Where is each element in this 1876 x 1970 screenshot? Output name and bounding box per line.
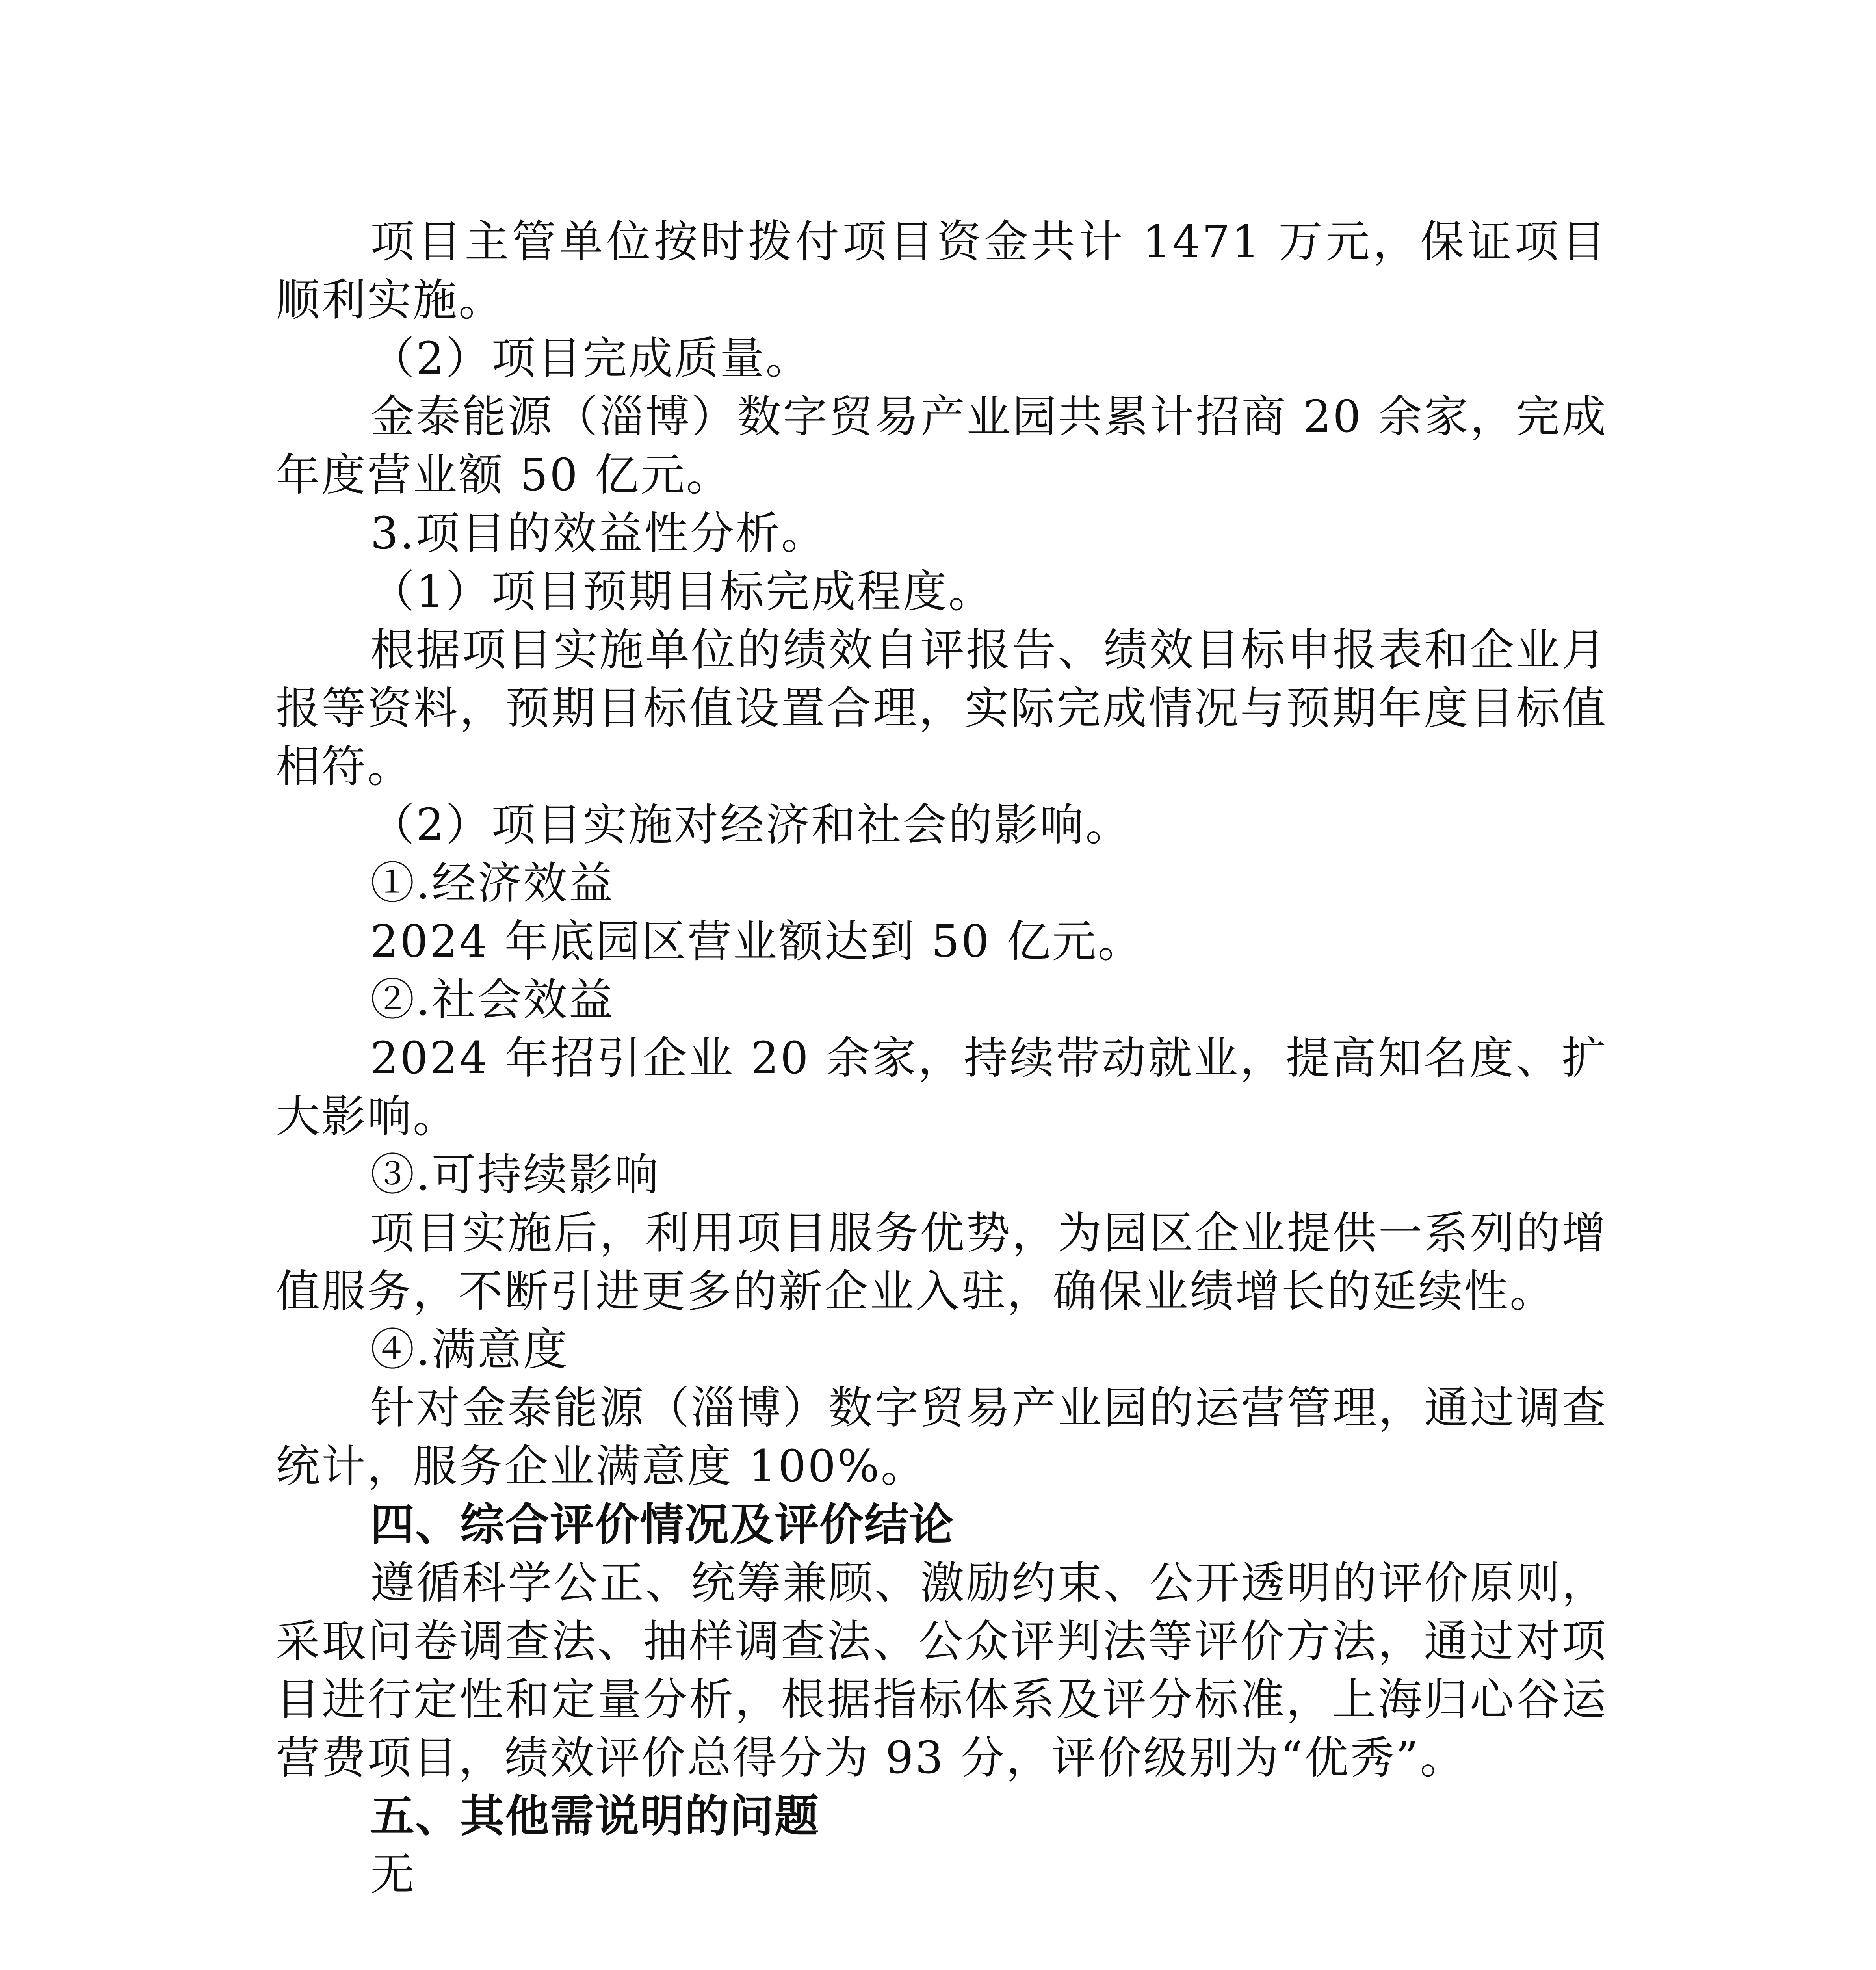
document-body bbox=[276, 213, 1607, 1904]
paragraph-target-body: 根据项目实施单位的绩效自评报告、绩效目标申报表和企业月报等资料，预期目标值设置合理，实际完成情况与预期年度目标值相符。 bbox=[276, 624, 1607, 792]
paragraph-impact-heading: （2）项目实施对经济和社会的影响。 bbox=[370, 799, 1131, 851]
paragraph-social-body: 2024 年招引企业 20 余家，持续带动就业，提高知名度、扩大影响。 bbox=[276, 1033, 1607, 1142]
paragraph-quality-body: 金泰能源（淄博）数字贸易产业园共累计招商 20 余家，完成年度营业额 50 亿元。 bbox=[276, 391, 1607, 501]
paragraph-economic-heading: ①.经济效益 bbox=[370, 858, 615, 909]
paragraph-evaluation-body: 遵循科学公正、统筹兼顾、激励约束、公开透明的评价原则，采取问卷调查法、抽样调查法、公众评判法等评价方法，通过对项目进行定性和定量分析，根据指标体系及评分标准，上海归心谷运营费项目，绩效评价总得分为 93 分，评价级别为“优秀”。 bbox=[276, 1557, 1607, 1784]
paragraph-funding: 项目主管单位按时拨付项目资金共计 1471 万元，保证项目顺利实施。 bbox=[276, 216, 1607, 326]
paragraph-sustain-heading: ③.可持续影响 bbox=[370, 1149, 660, 1201]
paragraph-quality-heading: （2）项目完成质量。 bbox=[370, 333, 812, 384]
paragraph-other-body: 无 bbox=[370, 1849, 416, 1900]
paragraph-social-heading: ②.社会效益 bbox=[370, 974, 615, 1026]
paragraph-satisfaction-body: 针对金泰能源（淄博）数字贸易产业园的运营管理，通过调查统计，服务企业满意度 100%。 bbox=[276, 1383, 1607, 1492]
paragraph-satisfaction-heading: ④.满意度 bbox=[370, 1324, 569, 1375]
paragraph-sustain-body: 项目实施后，利用项目服务优势，为园区企业提供一系列的增值服务，不断引进更多的新企业入驻，确保业绩增长的延续性。 bbox=[276, 1208, 1607, 1317]
section-heading-four: 四、综合评价情况及评价结论 bbox=[370, 1499, 954, 1550]
paragraph-target-heading: （1）项目预期目标完成程度。 bbox=[370, 566, 994, 617]
section-heading-five: 五、其他需说明的问题 bbox=[370, 1791, 819, 1842]
paragraph-economic-body: 2024 年底园区营业额达到 50 亿元。 bbox=[370, 916, 1144, 967]
paragraph-benefit-heading: 3.项目的效益性分析。 bbox=[370, 508, 827, 559]
